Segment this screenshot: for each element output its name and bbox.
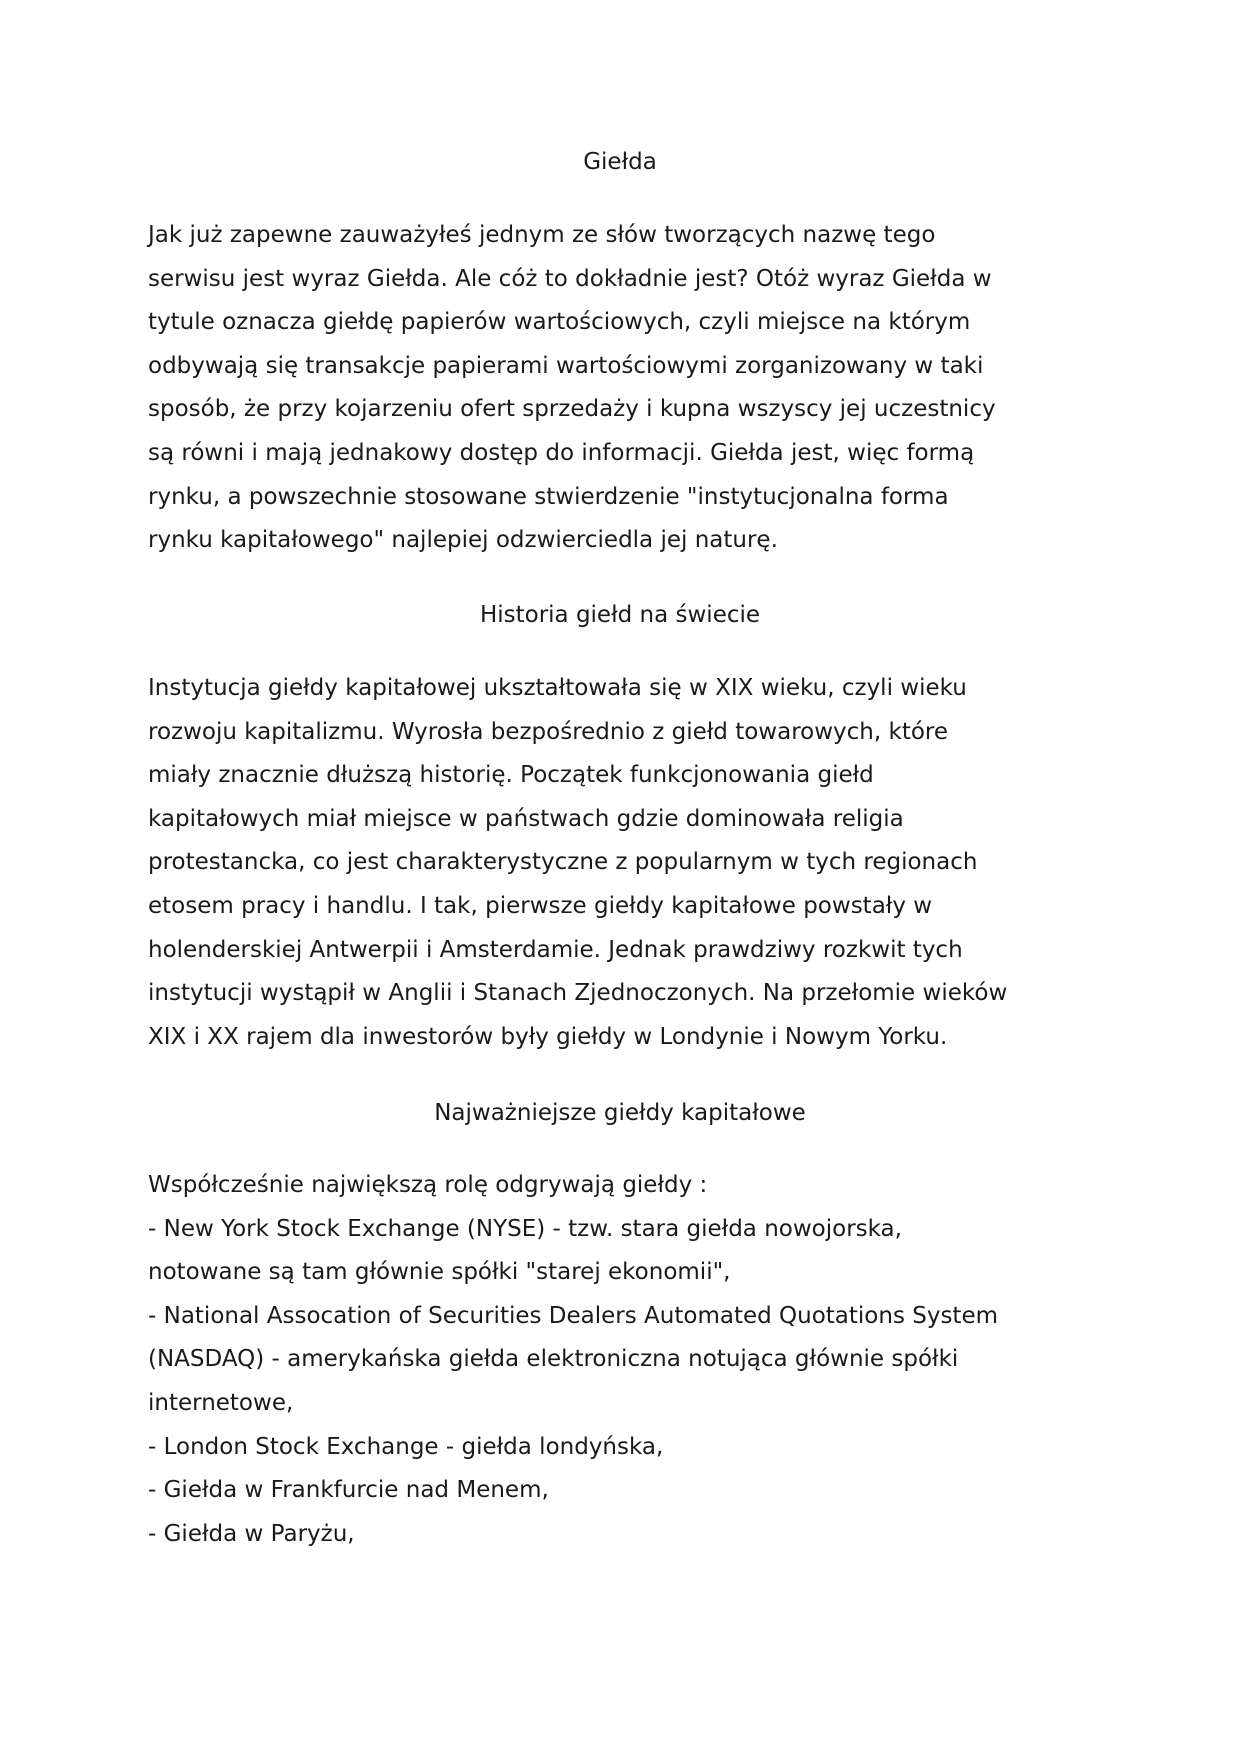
document-title: Giełda <box>583 149 657 175</box>
list-item: - National Assocation of Securities Dealers Automated Quotations System <box>148 1302 999 1329</box>
text-line: Jak już zapewne zauważyłeś jednym ze słów tworzących nazwę tego <box>148 222 936 248</box>
text-line: kapitałowych miał miejsce w państwach gdzie dominowała religia <box>148 805 904 832</box>
list-item: - Giełda w Paryżu, <box>148 1520 355 1547</box>
text-line: internetowe, <box>148 1389 294 1416</box>
text-line: rynku, a powszechnie stosowane stwierdzenie "instytucjonalna forma <box>148 483 949 510</box>
text-line: notowane są tam głównie spółki "starej ekonomii", <box>148 1259 731 1286</box>
text-line: etosem pracy i handlu. I tak, pierwsze giełdy kapitałowe powstały w <box>148 892 933 919</box>
text-line: rynku kapitałowego" najlepiej odzwierciedla jej naturę. <box>148 527 778 554</box>
text-line: sposób, że przy kojarzeniu ofert sprzedaży i kupna wszyscy jej uczestnicy <box>148 396 996 423</box>
text-line: są równi i mają jednakowy dostęp do informacji. Giełda jest, więc formą <box>148 439 975 466</box>
section-heading-exchanges: Najważniejsze giełdy kapitałowe <box>434 1100 806 1126</box>
text-line: tytule oznacza giełdę papierów wartościowych, czyli miejsce na którym <box>148 309 971 336</box>
text-line: Instytucja giełdy kapitałowej ukształtowała się w XIX wieku, czyli wieku <box>148 675 967 701</box>
text-line: serwisu jest wyraz Giełda. Ale cóż to dokładnie jest? Otóż wyraz Giełda w <box>148 265 992 292</box>
list-item: - London Stock Exchange - giełda londyńska, <box>148 1433 664 1460</box>
intro-paragraph <box>148 214 996 563</box>
text-line: miały znacznie dłuższą historię. Początek funkcjonowania giełd <box>148 762 874 789</box>
text-line: odbywają się transakcje papierami wartościowymi zorganizowany w taki <box>148 352 984 379</box>
text-line: instytucji wystąpił w Anglii i Stanach Zjednoczonych. Na przełomie wieków <box>148 980 1008 1007</box>
history-paragraph <box>148 667 1007 1059</box>
text-line: protestancka, co jest charakterystyczne z popularnym w tych regionach <box>148 849 978 876</box>
exchanges-paragraph <box>148 1164 998 1556</box>
text-line: Współcześnie największą rolę odgrywają giełdy : <box>148 1172 708 1198</box>
list-item: - Giełda w Frankfurcie nad Menem, <box>148 1477 549 1504</box>
text-line: holenderskiej Antwerpii i Amsterdamie. Jednak prawdziwy rozkwit tych <box>148 936 963 963</box>
text-line: rozwoju kapitalizmu. Wyrosła bezpośrednio z giełd towarowych, które <box>148 718 949 745</box>
list-item: - New York Stock Exchange (NYSE) - tzw. stara giełda nowojorska, <box>148 1215 902 1242</box>
text-line: XIX i XX rajem dla inwestorów były giełdy w Londynie i Nowym Yorku. <box>148 1023 948 1050</box>
text-line: (NASDAQ) - amerykańska giełda elektroniczna notująca głównie spółki <box>148 1346 959 1373</box>
section-heading-history: Historia giełd na świecie <box>479 602 761 628</box>
